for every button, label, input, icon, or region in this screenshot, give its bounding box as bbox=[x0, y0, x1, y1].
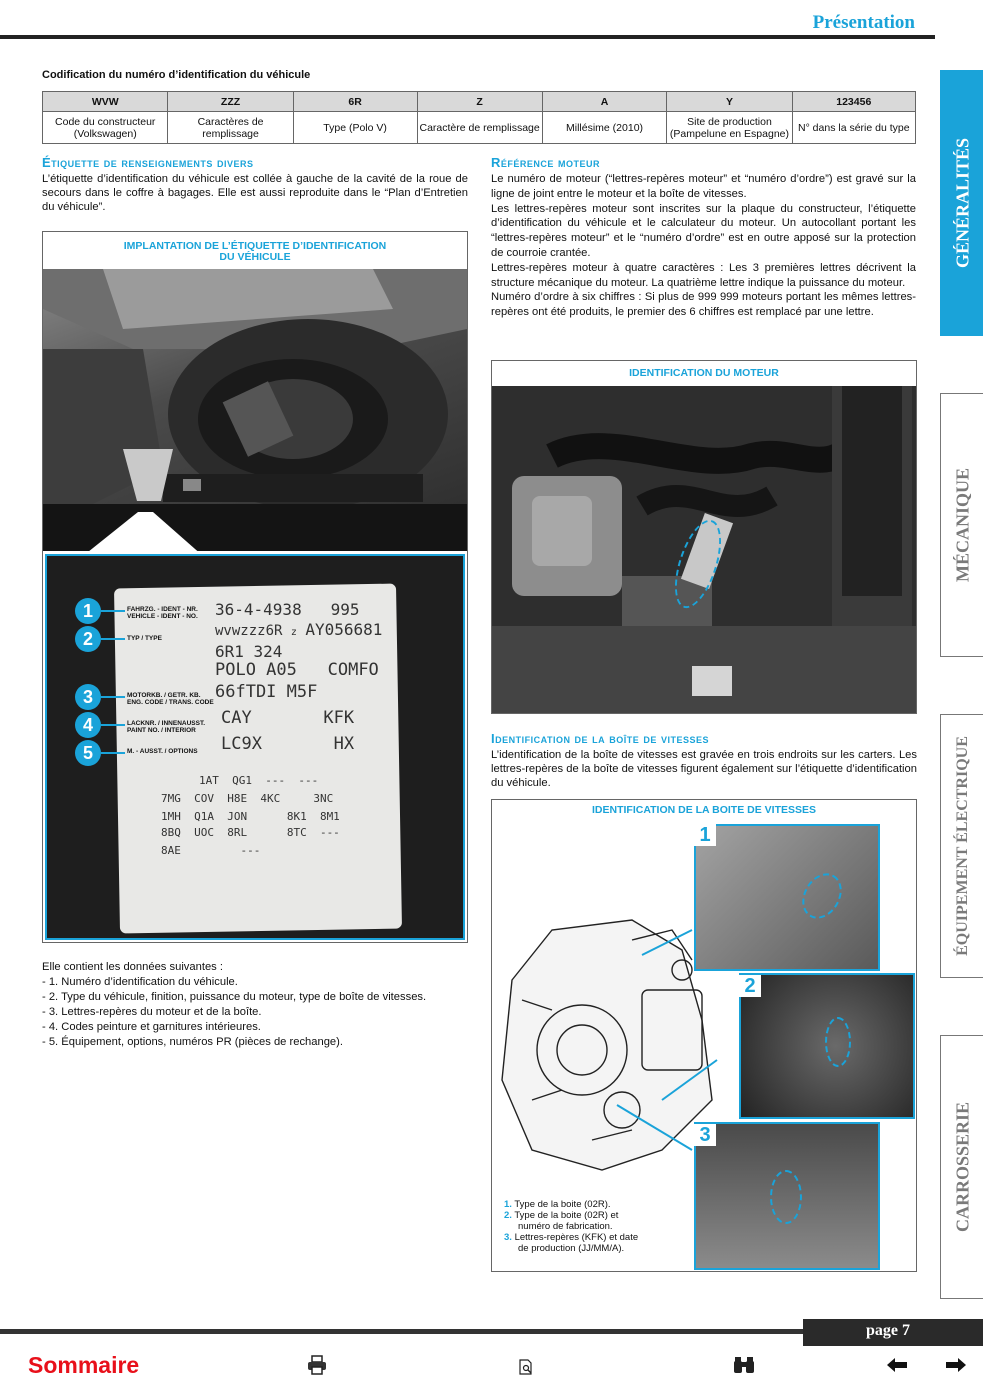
etiquette-heading: Étiquette de renseignements divers bbox=[42, 155, 254, 170]
arrow-right-icon[interactable] bbox=[946, 1358, 966, 1372]
engine-id-figure bbox=[491, 360, 917, 714]
tab-generalites[interactable]: GÉNÉRALITÉS bbox=[940, 70, 983, 336]
engine-photo bbox=[492, 386, 916, 713]
vin-header-cell: ZZZ bbox=[168, 92, 293, 112]
label-field-4-text: LACKNR. / INNENAUSST. PAINT NO. / INTERIOR bbox=[127, 720, 206, 734]
page-search-icon[interactable] bbox=[518, 1359, 534, 1375]
inset-number: 1 bbox=[694, 824, 716, 846]
vin-header-cell: 6R bbox=[293, 92, 417, 112]
vin-header-cell: Z bbox=[417, 92, 542, 112]
pr-code: 1MH Q1A JON 8K1 8M1 bbox=[161, 810, 340, 823]
vin-table bbox=[42, 91, 916, 144]
gearbox-inset-2 bbox=[739, 973, 915, 1119]
gearbox-legend: 1. Type de la boite (02R). 2. Type de la boite (02R) et numéro de fabrication. 3. Lettres-repères (KFK) et date de production (JJ/MM/A). bbox=[504, 1199, 639, 1254]
page-number: page 7 bbox=[866, 1322, 910, 1339]
list-item: - 1. Numéro d’identification du véhicule. bbox=[42, 976, 238, 988]
vin-code-line: 36-4-4938 995 bbox=[215, 600, 360, 619]
contains-list bbox=[42, 975, 472, 1050]
label-closeup-photo bbox=[45, 554, 465, 940]
inset-number: 2 bbox=[739, 975, 761, 997]
model-line: POLO A05 COMFO bbox=[215, 660, 379, 680]
list-item: - 4. Codes peinture et garnitures intérieures. bbox=[42, 1021, 261, 1033]
vehicle-label-figure bbox=[42, 231, 468, 943]
vin-cell: N° dans la série du type bbox=[792, 112, 915, 144]
contains-intro: Elle contient les données suivantes : bbox=[42, 961, 223, 973]
label-marker-lines bbox=[97, 596, 127, 776]
tab-equipement-electrique[interactable]: ÉQUIPEMENT ÉLECTRIQUE bbox=[940, 714, 983, 978]
vin-cell: Caractère de remplissage bbox=[417, 112, 542, 144]
tab-mecanique[interactable]: MÉCANIQUE bbox=[940, 393, 983, 657]
vin-header-cell: A bbox=[542, 92, 667, 112]
label-field-3-text: MOTORKB. / GETR. KB. ENG. CODE / TRANS. CODE bbox=[127, 692, 214, 706]
pr-code: 1AT QG1 --- --- bbox=[199, 774, 319, 787]
boite-heading: Identification de la boîte de vitesses bbox=[491, 731, 710, 746]
figure-caption: IMPLANTATION DE L’ÉTIQUETTE D’IDENTIFICATION DU VÉHICULE bbox=[123, 240, 387, 263]
codes-line-1: CAY KFK bbox=[221, 708, 355, 728]
label-marker-1: 1 bbox=[75, 598, 101, 624]
top-rule bbox=[0, 35, 935, 39]
gearbox-inset-1 bbox=[694, 824, 880, 971]
list-item: - 2. Type du véhicule, finition, puissance du moteur, type de boîte de vitesses. bbox=[42, 991, 427, 1003]
label-marker-2: 2 bbox=[75, 626, 101, 652]
figure-caption: IDENTIFICATION DU MOTEUR bbox=[629, 367, 779, 379]
etiquette-text: L’étiquette d’identification du véhicule est collée à gauche de la cavité de la roue de secours dans le coffre à bagages. Elle est aussi reproduite dans le “Plan d’Entretien du véhicule”. bbox=[42, 173, 468, 213]
label-field-2-text: TYP / TYPE bbox=[127, 635, 162, 642]
vin-header-cell: WVW bbox=[43, 92, 168, 112]
sommaire-link[interactable]: Sommaire bbox=[28, 1352, 140, 1378]
page-header-title: Présentation bbox=[812, 12, 915, 33]
vin-table-title: Codification du numéro d’identification du véhicule bbox=[42, 69, 311, 81]
vin-cell: Type (Polo V) bbox=[293, 112, 417, 144]
label-field-1-text: FAHRZG. - IDENT - NR. VEHICLE - IDENT - NO. bbox=[127, 606, 198, 620]
vin-cell: Site de production (Pampelune en Espagne) bbox=[667, 112, 792, 144]
inset-number: 3 bbox=[694, 1124, 716, 1146]
vin-cell: Millésime (2010) bbox=[542, 112, 667, 144]
label-marker-3: 3 bbox=[75, 684, 101, 710]
gearbox-drawing bbox=[492, 900, 722, 1180]
list-item: - 3. Lettres-repères du moteur et de la boîte. bbox=[42, 1006, 262, 1018]
gearbox-id-figure bbox=[491, 799, 917, 1272]
engine-line: 66fTDI M5F bbox=[215, 682, 318, 702]
moteur-text: Le numéro de moteur (“lettres-repères moteur” et “numéro d’ordre”) est gravé sur la ligne de joint entre le moteur et la boîte de vitesses. Les lettres-repères moteur sont inscrites sur la plaque du constructeur, l’étiquette d’identification du véhicule et le calculateur du moteur. Un autocollant portant les “lettres-repères moteur” et le “numéro d’ordre” est en outre apposé sur la protection de courroie crantée. Lettres-repères moteur à quatre caractères : Les 3 premières lettres décrivent la structure mécanique du moteur. La quatrième lettre indique la puissance du moteur. Numéro d’ordre à six chiffres : Si plus de 999 999 moteurs portant les mêmes lettres-repères ont été produits, le premier des 6 chiffres est remplacé par une lettre. bbox=[491, 173, 916, 319]
tab-carrosserie[interactable]: CARROSSERIE bbox=[940, 1035, 983, 1299]
boite-text: L’identification de la boîte de vitesses est gravée en trois endroits sur les carters. Les lettres-repères de la boîte de vitesses figurent également sur l’étiquette d’identification du véhicule. bbox=[491, 749, 917, 789]
vin-cell: Code du constructeur (Volkswagen) bbox=[43, 112, 168, 144]
vin-cell: Caractères de remplissage bbox=[168, 112, 293, 144]
list-item: - 5. Équipement, options, numéros PR (pièces de rechange). bbox=[42, 1036, 343, 1048]
label-marker-5: 5 bbox=[75, 740, 101, 766]
arrow-left-icon[interactable] bbox=[887, 1358, 907, 1372]
binoculars-icon[interactable] bbox=[733, 1356, 755, 1374]
pr-code: 8AE --- bbox=[161, 844, 261, 857]
pr-code: 7MG COV H8E 4KC 3NC bbox=[161, 792, 334, 805]
gearbox-marker bbox=[794, 866, 849, 926]
moteur-heading: Référence moteur bbox=[491, 155, 601, 170]
gearbox-inset-3 bbox=[694, 1122, 880, 1270]
label-field-5-text: M. - AUSST. / OPTIONS bbox=[127, 748, 198, 755]
vin-header-cell: Y bbox=[667, 92, 792, 112]
type-line: 6R1 324 bbox=[215, 642, 283, 661]
gearbox-marker bbox=[825, 1017, 851, 1067]
codes-line-2: LC9X HX bbox=[221, 734, 355, 754]
gearbox-marker bbox=[770, 1170, 802, 1224]
print-icon[interactable] bbox=[307, 1355, 327, 1375]
label-marker-4: 4 bbox=[75, 712, 101, 738]
trunk-photo bbox=[43, 269, 467, 551]
vin-number-line: wvwzzz6R z AY056681 bbox=[215, 620, 383, 639]
vin-header-cell: 123456 bbox=[792, 92, 915, 112]
figure-caption: IDENTIFICATION DE LA BOITE DE VITESSES bbox=[591, 804, 817, 816]
pr-code: 8BQ UOC 8RL 8TC --- bbox=[161, 826, 340, 839]
